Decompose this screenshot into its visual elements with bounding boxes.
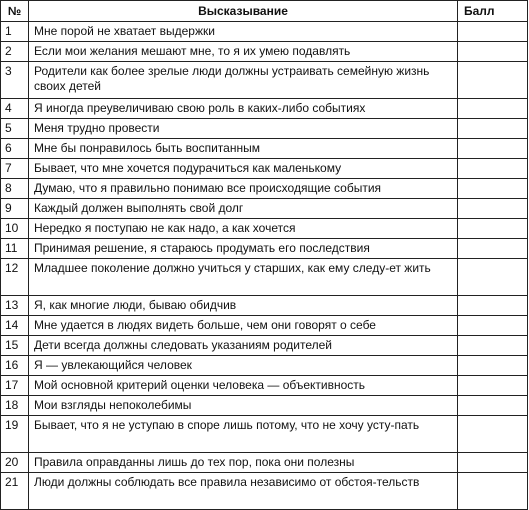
row-statement: Мои взгляды непоколебимы <box>29 396 458 416</box>
row-score-cell[interactable] <box>458 239 528 259</box>
table-row <box>1 259 528 296</box>
row-score-cell[interactable] <box>458 119 528 139</box>
row-number: 21 <box>1 473 29 510</box>
row-number: 6 <box>1 139 29 159</box>
row-score-cell[interactable] <box>458 473 528 510</box>
table-row <box>1 139 528 159</box>
row-number: 8 <box>1 179 29 199</box>
table-row <box>1 376 528 396</box>
row-score-cell[interactable] <box>458 179 528 199</box>
row-score-cell[interactable] <box>458 296 528 316</box>
row-number: 18 <box>1 396 29 416</box>
row-number: 10 <box>1 219 29 239</box>
table-row <box>1 119 528 139</box>
row-statement: Принимая решение, я стараюсь продумать его последствия <box>29 239 458 259</box>
row-score-cell[interactable] <box>458 139 528 159</box>
row-number: 7 <box>1 159 29 179</box>
header-statement: Высказывание <box>29 1 458 22</box>
table-row <box>1 396 528 416</box>
row-score-cell[interactable] <box>458 336 528 356</box>
table-row <box>1 199 528 219</box>
row-score-cell[interactable] <box>458 22 528 42</box>
row-number: 5 <box>1 119 29 139</box>
row-statement: Я иногда преувеличиваю свою роль в каких-либо событиях <box>29 99 458 119</box>
table-row <box>1 62 528 99</box>
row-score-cell[interactable] <box>458 316 528 336</box>
header-number: № <box>1 1 29 22</box>
table-row <box>1 473 528 510</box>
row-number: 19 <box>1 416 29 453</box>
row-number: 16 <box>1 356 29 376</box>
row-score-cell[interactable] <box>458 376 528 396</box>
row-number: 3 <box>1 62 29 99</box>
row-score-cell[interactable] <box>458 356 528 376</box>
row-score-cell[interactable] <box>458 99 528 119</box>
row-number: 14 <box>1 316 29 336</box>
table-row <box>1 239 528 259</box>
row-score-cell[interactable] <box>458 219 528 239</box>
row-statement: Мне бы понравилось быть воспитанным <box>29 139 458 159</box>
row-score-cell[interactable] <box>458 416 528 453</box>
row-statement: Я — увлекающийся человек <box>29 356 458 376</box>
row-statement: Бывает, что я не уступаю в споре лишь потому, что не хочу усту-пать <box>29 416 458 453</box>
row-score-cell[interactable] <box>458 199 528 219</box>
row-number: 12 <box>1 259 29 296</box>
row-statement: Меня трудно провести <box>29 119 458 139</box>
table-row <box>1 99 528 119</box>
row-score-cell[interactable] <box>458 259 528 296</box>
table-row <box>1 316 528 336</box>
table-row <box>1 42 528 62</box>
table-row <box>1 179 528 199</box>
row-score-cell[interactable] <box>458 453 528 473</box>
row-score-cell[interactable] <box>458 396 528 416</box>
row-statement: Родители как более зрелые люди должны устраивать семейную жизнь своих детей <box>29 62 458 99</box>
row-score-cell[interactable] <box>458 159 528 179</box>
row-number: 11 <box>1 239 29 259</box>
row-statement: Люди должны соблюдать все правила независимо от обстоя-тельств <box>29 473 458 510</box>
row-statement: Правила оправданны лишь до тех пор, пока они полезны <box>29 453 458 473</box>
row-statement: Я, как многие люди, бываю обидчив <box>29 296 458 316</box>
table-row <box>1 336 528 356</box>
row-statement: Нередко я поступаю не как надо, а как хочется <box>29 219 458 239</box>
row-score-cell[interactable] <box>458 62 528 99</box>
header-score: Балл <box>458 1 528 22</box>
row-number: 15 <box>1 336 29 356</box>
row-statement: Мне порой не хватает выдержки <box>29 22 458 42</box>
table-header-row <box>1 1 528 22</box>
table-row <box>1 219 528 239</box>
table-row <box>1 159 528 179</box>
row-score-cell[interactable] <box>458 42 528 62</box>
row-statement: Если мои желания мешают мне, то я их умею подавлять <box>29 42 458 62</box>
row-statement: Младшее поколение должно учиться у старших, как ему следу-ет жить <box>29 259 458 296</box>
row-statement: Мой основной критерий оценки человека — объективность <box>29 376 458 396</box>
row-statement: Думаю, что я правильно понимаю все происходящие события <box>29 179 458 199</box>
table-row <box>1 296 528 316</box>
row-number: 20 <box>1 453 29 473</box>
row-statement: Дети всегда должны следовать указаниям родителей <box>29 336 458 356</box>
row-number: 1 <box>1 22 29 42</box>
table-row <box>1 453 528 473</box>
row-statement: Бывает, что мне хочется подурачиться как маленькому <box>29 159 458 179</box>
row-statement: Мне удается в людях видеть больше, чем они говорят о себе <box>29 316 458 336</box>
table-row <box>1 416 528 453</box>
table-row <box>1 356 528 376</box>
table-row <box>1 22 528 42</box>
row-number: 17 <box>1 376 29 396</box>
row-number: 2 <box>1 42 29 62</box>
row-number: 13 <box>1 296 29 316</box>
row-number: 9 <box>1 199 29 219</box>
row-statement: Каждый должен выполнять свой долг <box>29 199 458 219</box>
row-number: 4 <box>1 99 29 119</box>
